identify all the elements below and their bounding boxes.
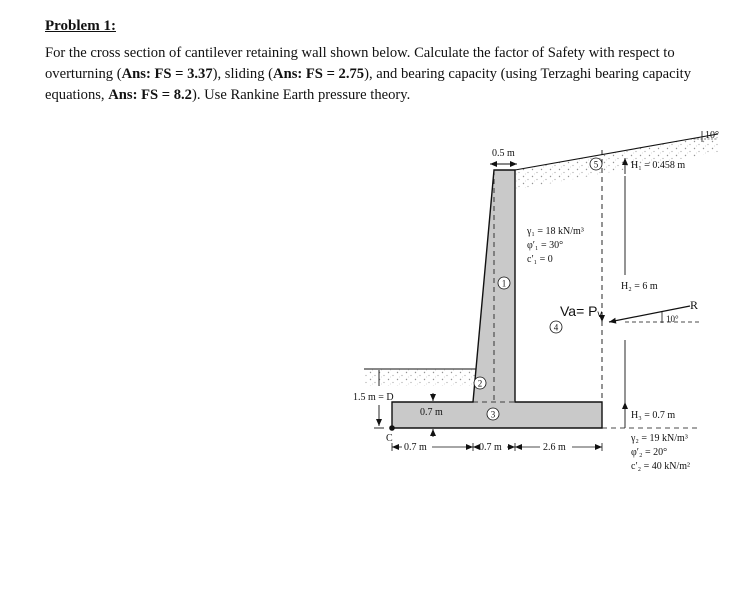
problem-heading: Problem 1: xyxy=(45,18,116,34)
toe-thickness-label: 0.7 m xyxy=(420,407,443,418)
embed-depth-label: 1.5 m = D xyxy=(353,392,394,403)
area-label-1 xyxy=(498,277,510,289)
problem-mid1: ), sliding ( xyxy=(212,66,274,82)
h3-label: H₃ = 0.7 m xyxy=(631,410,676,421)
h1-label: H₁ = 0.458 m xyxy=(631,160,686,171)
area-label-5 xyxy=(590,158,602,170)
area-label-4-text: 4 xyxy=(553,322,559,333)
va-label: Va= Pᵥ xyxy=(560,303,602,319)
answer-bearing: Ans: FS = 8.2 xyxy=(108,87,192,103)
retaining-wall xyxy=(392,170,602,428)
answer-sliding: Ans: FS = 2.75 xyxy=(273,66,365,82)
resultant-angle-label: 10° xyxy=(666,314,679,324)
dim-stem-label: 0.7 m xyxy=(479,442,502,453)
answer-overturning: Ans: FS = 3.37 xyxy=(121,66,213,82)
dim-heel-label: 2.6 m xyxy=(543,442,566,453)
backfill-surface xyxy=(515,134,718,190)
area-label-5-text: 5 xyxy=(593,159,599,170)
resultant-label: R xyxy=(690,298,699,312)
phi2-label: φ′₂ = 20° xyxy=(631,447,668,458)
toe-point-label: C xyxy=(386,433,393,444)
toe-point-c xyxy=(389,425,395,431)
slope-angle-label: 10° xyxy=(705,130,719,141)
dim-toe-label: 0.7 m xyxy=(404,442,427,453)
gamma2-label: γ₂ = 19 kN/m³ xyxy=(631,433,688,444)
problem-intro: For the cross section of cantilever retaining wall shown below. Calculate the factor of Safety with respect to overturning ( xyxy=(45,45,675,82)
phi1-label: φ′₁ = 30° xyxy=(527,240,564,251)
area-label-3-text: 3 xyxy=(490,409,496,420)
problem-outro: ). Use Rankine Earth pressure theory. xyxy=(191,87,411,103)
left-ground xyxy=(364,369,476,386)
c2-label: c′₂ = 40 kN/m² xyxy=(631,461,691,472)
area-label-2 xyxy=(474,377,486,389)
gamma1-label: γ₁ = 18 kN/m³ xyxy=(527,226,584,237)
area-label-4 xyxy=(550,321,562,333)
problem-mid2: ), and bearing capacity (using Terzaghi bearing capacity equations, xyxy=(45,66,691,103)
stem-top-width-label: 0.5 m xyxy=(492,148,515,159)
c1-label: c′₁ = 0 xyxy=(527,254,553,265)
area-label-2-text: 2 xyxy=(477,378,483,389)
area-label-1-text: 1 xyxy=(501,278,507,289)
h2-label: H₂ = 6 m xyxy=(621,281,658,292)
area-label-3 xyxy=(487,408,499,420)
